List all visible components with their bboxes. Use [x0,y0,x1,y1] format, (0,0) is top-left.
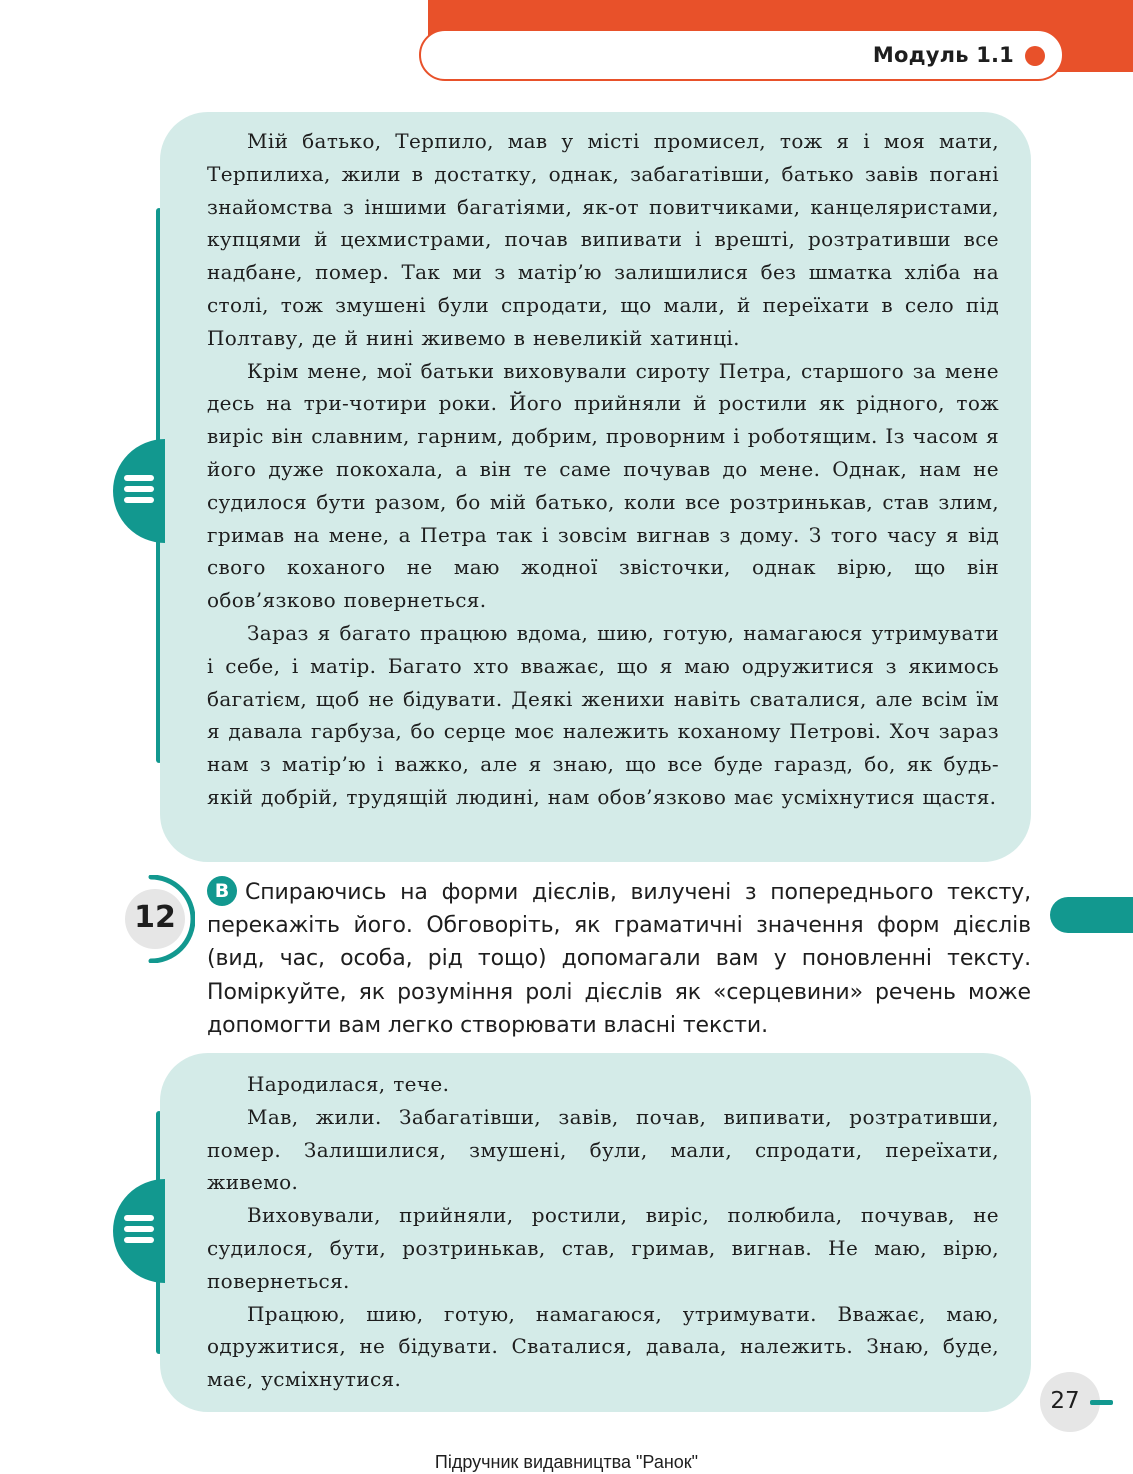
page-number: 27 [1050,1388,1080,1414]
menu-lines-icon [124,475,154,507]
paragraph: Крім мене, мої батьки виховували сироту Петра, старшого за мене десь на три-чотири роки. Його прийняли й ростили як рідного, тож виріс він славним, гарним, добрим, проворним і роботящим. Із часом я його дуже покохала, а він те саме почував до мене. Однак, нам не судилося бути разом, бо мій батько, коли все розтринькав, став злим, гримав на мене, а Петра так і зовсім вигнав з дому. З того часу я від свого коханого не маю жодної звісточки, однак вірю, що він обов’язково повернеться. [207,358,999,613]
task-number: 12 [134,900,176,935]
dot-icon [1025,46,1045,66]
paragraph: Мій батько, Терпило, мав у місті промисел, тож я і моя мати, Терпилиха, жили в достатку, однак, забагатівши, батько завів погані знайомства з іншими багатіями, як-от повитчиками, канцеляристами, купцями й цехмистрами, почав випивати і врешті, розтративши все надбане, помер. Так ми з матір’ю залишилися без шматка хліба на столі, тож змушені були спродати, що мали, й переїхати в село під Полтаву, де й нині живемо в невеликій хатинці. [207,129,999,350]
paragraph: Народилася, тече. [247,1072,450,1096]
module-label: Модуль 1.1 [872,43,1014,67]
text-panel-tab [113,439,165,543]
task-instruction [207,876,1031,1042]
module-badge [419,29,1064,81]
paragraph: Мав, жили. Забагатівши, завів, почав, випивати, розтративши, помер. Залишилися, змушені, були, мали, спродати, переїхати, живемо. [207,1104,999,1195]
menu-lines-icon [124,1215,154,1247]
page-dash [1090,1400,1113,1405]
task-instruction-text: Спираючись на форми дієслів, вилучені з попереднього тексту, перекажіть його. Обговоріть, як граматичні значення форм дієслів (вид, час, особа, рід тощо) допомагали вам у поновленні тексту. Поміркуйте, як розуміння ролі дієслів як «серцевини» речень може допомогти вам легко створювати власні тексти. [207,880,1031,1038]
verbs-text-panel [160,1053,1031,1412]
paragraph: Працюю, шию, готую, намагаюся, утримувати. Вважає, маю, одружитися, не бідувати. Сваталися, давала, належить. Знаю, буде, має, усміхнутися. [207,1301,999,1392]
paragraph: Зараз я багато працюю вдома, шию, готую, намагаюся утримувати і себе, і матір. Багато хто вважає, що я маю одружитися з якимось багатієм, щоб не бідувати. Деякі женихи навіть сваталися, але всім їм я давала гарбуза, бо серце моє належить коханому Петрові. Хоч зараз нам з матір’ю і важко, але я знаю, що все буде гаразд, бо, як будь-якій добрій, трудящій людині, нам обов’язково має усміхнутися щастя. [207,620,999,809]
story-text-panel [160,112,1031,862]
task-type-badge: В [207,876,237,906]
task-number-badge [115,875,195,963]
paragraph: Виховували, прийняли, ростили, виріс, полюбила, почував, не судилося, бути, розтринькав, став, гримав, вигнав. Не маю, вірю, повернеться. [207,1203,999,1293]
footer-publisher: Підручник видавництва "Ранок" [434,1452,699,1472]
text-panel-tab [113,1179,165,1283]
side-tab [1050,897,1133,933]
